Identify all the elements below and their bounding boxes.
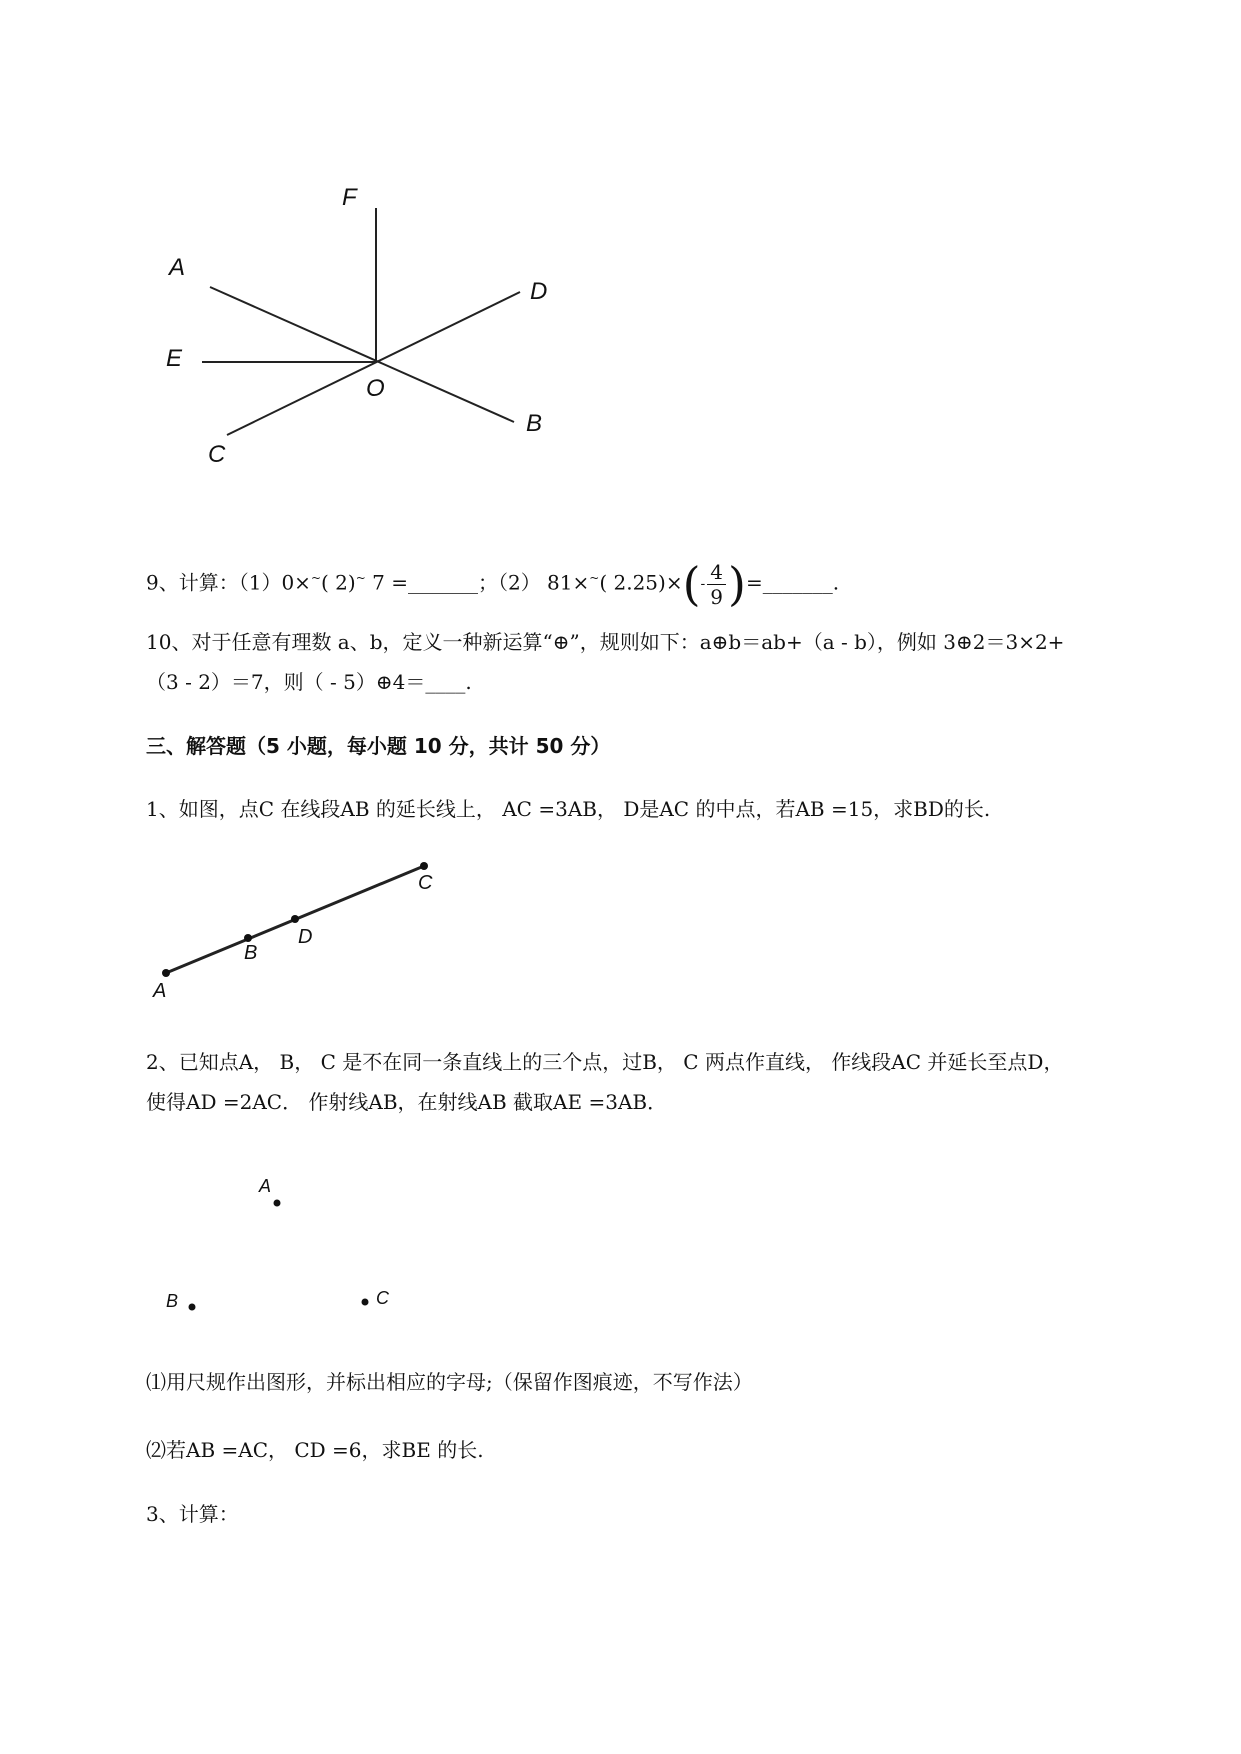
q9-part1-tail: 7 (365, 570, 392, 595)
point-d (291, 915, 299, 923)
label-f: F (342, 184, 357, 211)
point-b (244, 934, 252, 942)
q9-blank1: _______ (407, 570, 478, 595)
p2-label-a: A (259, 1176, 272, 1196)
label-d: D (530, 278, 548, 305)
q9-part2-mid: ( 2.25)× (599, 570, 683, 595)
label-e: E (166, 345, 183, 372)
point-a-2 (274, 1200, 281, 1207)
q10-line1: 10、对于任意有理数 a、b，定义一种新运算“⊕”，规则如下：a⊕b＝ab+（a - b），例如 3⊕2＝3×2+ (146, 630, 1065, 654)
problem-2-line2: 使得AD =2AC． 作射线AB，在射线AB 截取AE =3AB． (146, 1090, 668, 1114)
p1-label-b: B (244, 942, 258, 964)
p2-label-c: C (376, 1288, 389, 1308)
q10-line2: （3 - 2）＝7，则（ - 5）⊕4＝____. (146, 670, 472, 694)
point-c-2 (362, 1299, 369, 1306)
q9-separator: ；（2） 81× (477, 570, 590, 595)
problem-1-text: 1、如图，点C 在线段AB 的延长线上， AC =3AB， D是AC 的中点，若AB =15，求BD的长. (146, 797, 991, 821)
q9-blank2: _______ (762, 570, 833, 595)
point-b-2 (189, 1304, 196, 1311)
problem-2-line1: 2、已知点A， B， C 是不在同一条直线上的三个点，过B， C 两点作直线， 作线段AC 并延长至点D， (146, 1050, 1064, 1074)
point-a (162, 969, 170, 977)
q9-frac-den: 9 (710, 584, 724, 609)
q9-eq1: = (391, 570, 408, 595)
q9-frac-num: 4 (707, 560, 726, 585)
p1-label-a: A (153, 980, 167, 1002)
line-ab (210, 287, 514, 422)
q9-eq2: = (745, 570, 763, 595)
section-3-title: 三、解答题（5 小题，每小题 10 分，共计 50 分） (146, 734, 611, 758)
problem-2-sub2: ⑵若AB =AC， CD =6，求BE 的长. (146, 1438, 484, 1462)
p2-label-b: B (166, 1291, 179, 1311)
p1-label-c: C (418, 872, 433, 894)
label-a: A (169, 254, 186, 281)
label-b: B (526, 410, 543, 437)
label-o: O (366, 375, 385, 402)
q9-prefix: 9、计算：（1）0× (146, 570, 311, 595)
question-9: 9、计算：（1）0×~( 2)~ 7 =_______；（2） 81×~( 2.25)×(- $\frac{4}{9}$ )=_______. (146, 557, 840, 612)
q9-end: . (832, 570, 840, 595)
q9-part1-mid: ( 2) (321, 570, 356, 595)
problem-2-sub1: ⑴用尺规作出图形，并标出相应的字母;（保留作图痕迹，不写作法） (146, 1370, 753, 1394)
point-c (420, 862, 428, 870)
q9-fraction (707, 560, 726, 609)
label-c: C (208, 441, 226, 468)
problem-3-text: 3、计算： (146, 1502, 239, 1526)
p1-label-d: D (298, 926, 313, 948)
